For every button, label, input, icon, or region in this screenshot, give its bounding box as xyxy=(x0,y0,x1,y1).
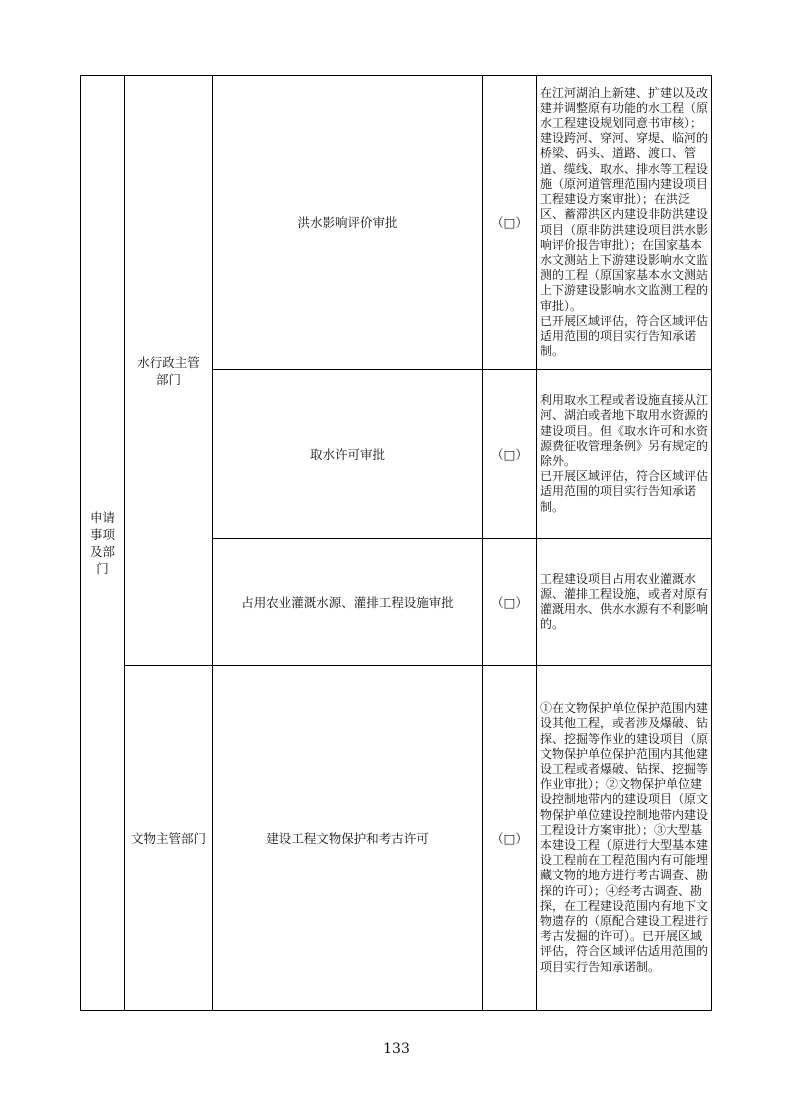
item-name: 建设工程文物保护和考古许可 xyxy=(266,830,429,846)
checkbox-mark: （□） xyxy=(491,446,528,462)
description-text: 工程建设项目占用农业灌溉水源、灌排工程设施，或者对原有灌溉用水、供水水源有不利影响的。 xyxy=(540,571,709,632)
checkbox-cell xyxy=(483,370,536,538)
section-label: 申请 事项 及部门 xyxy=(89,510,115,576)
checkbox-cell xyxy=(483,76,536,369)
description-cell xyxy=(540,76,708,369)
description-cell xyxy=(540,666,708,1010)
description-text: 在江河湖泊上新建、扩建以及改建并调整原有功能的水工程（原水工程建设规划同意书审核）；建设跨河、穿河、穿堤、临河的桥梁、码头、道路、渡口、管道、缆线、取水、排水等工程设施（原河道管理范围内建设项目工程建设方案审批）；在洪泛区、蓄滞洪区内建设非防洪建设项目（原非防洪建设项目洪水影响评价报告审批）；在国家基本水文测站上下游建设影响水文监测的工程（原国家基本水文测站上下游建设影响水文监测工程的审批）。 已开展区域评估，符合区域评估适用范围的项目实行告知承诺制。 xyxy=(540,85,709,359)
checkbox-mark: （□） xyxy=(491,830,528,846)
description-text: ①在文物保护单位保护范围内建设其他工程，或者涉及爆破、钻探、挖掘等作业的建设项目（原文物保护单位保护范围内其他建设工程或者爆破、钻探、挖掘等作业审批）；②文物保护单位建设控制地带内的建设项目（原文物保护单位建设控制地带内建设工程设计方案审批）；③大型基本建设工程（原进行大型基本建设工程前在工程范围内有可能埋藏文物的地方进行考古调查、勘探的许可）；④经考古调查、勘探，在工程建设范围内有地下文物遗存的（原配合建设工程进行考古发掘的许可）。已开展区域评估，符合区域评估适用范围的项目实行告知承诺制。 xyxy=(540,701,709,974)
department-name: 文物主管部门 xyxy=(130,830,206,846)
item-name-cell xyxy=(213,666,482,1010)
department-name: 水行政主管部门 xyxy=(137,354,200,387)
table-border-bottom xyxy=(80,1010,712,1011)
page-number: 133 xyxy=(383,1041,410,1057)
column-divider xyxy=(536,75,537,1011)
table-border-right xyxy=(711,75,712,1011)
item-name-cell xyxy=(213,539,482,665)
description-cell xyxy=(540,370,708,538)
item-name-cell xyxy=(213,370,482,538)
item-name-cell xyxy=(213,76,482,369)
department-cell xyxy=(125,76,212,665)
checkbox-mark: （□） xyxy=(491,215,528,230)
item-name: 占用农业灌溉水源、灌排工程设施审批 xyxy=(241,594,454,610)
section-label-cell xyxy=(81,76,124,1010)
checkbox-cell xyxy=(483,539,536,665)
checkbox-cell xyxy=(483,666,536,1010)
item-name: 取水许可审批 xyxy=(309,446,385,462)
checkbox-mark: （□） xyxy=(491,594,528,610)
item-name: 洪水影响评价审批 xyxy=(297,215,398,230)
description-cell xyxy=(540,539,708,665)
department-cell xyxy=(125,666,212,1010)
description-text: 利用取水工程或者设施直接从江河、湖泊或者地下取用水资源的建设项目。但《取水许可和水资源费征收管理条例》另有规定的除外。 已开展区域评估，符合区域评估适用范围的项目实行告知承诺制。 xyxy=(540,393,709,514)
